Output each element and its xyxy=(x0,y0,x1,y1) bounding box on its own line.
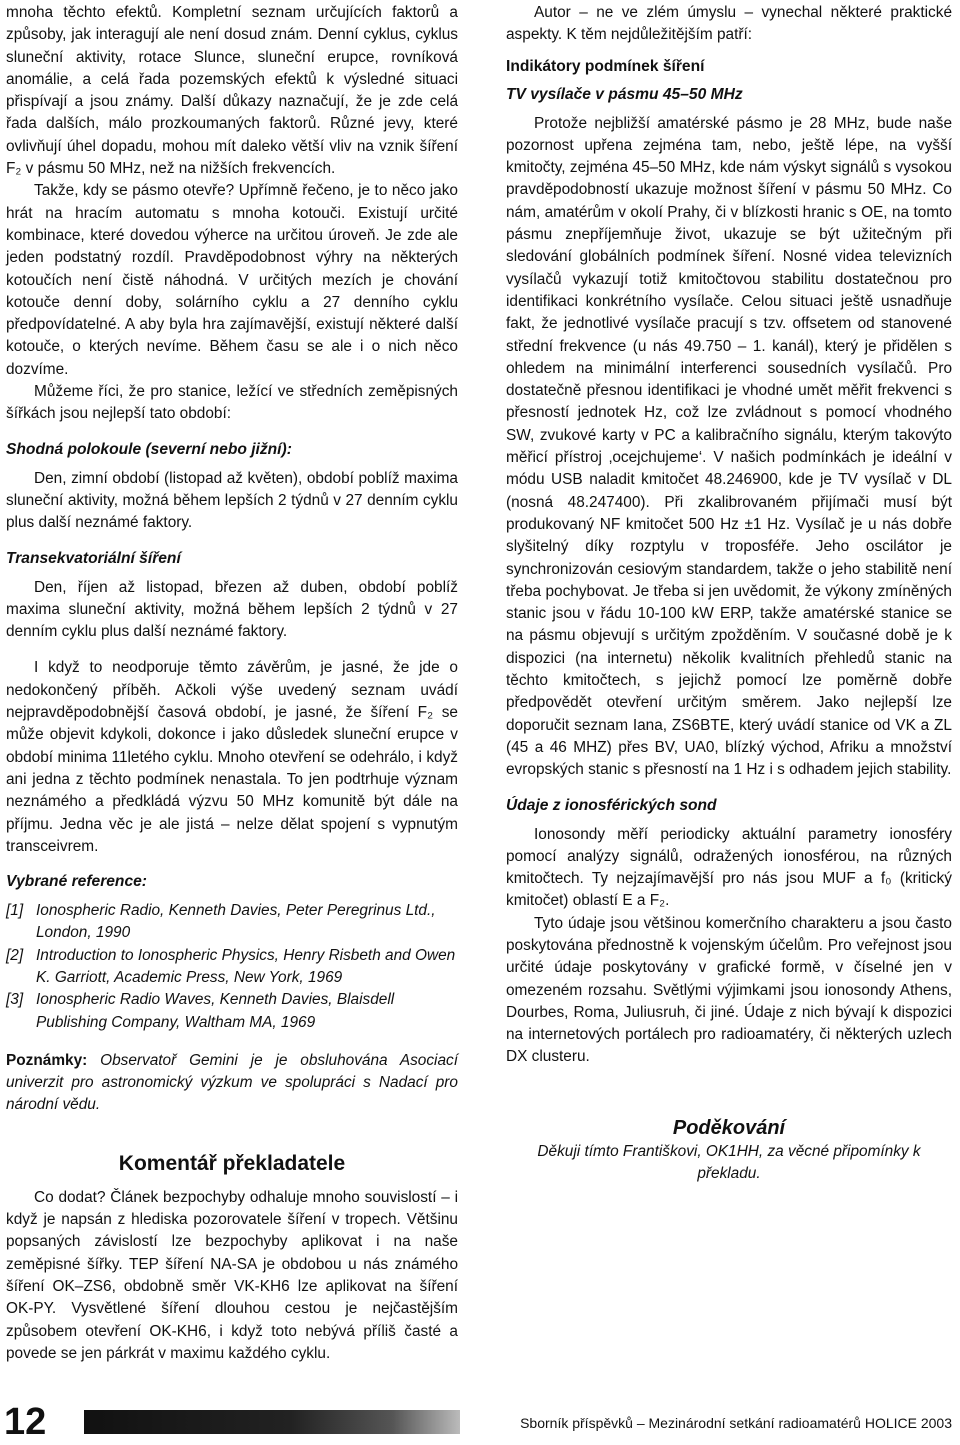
notes-label: Poznámky: xyxy=(6,1051,88,1069)
reference-number: [1] xyxy=(6,902,24,920)
paragraph: Ionosondy měří periodicky aktuální parametry ionosféry pomocí analýzy signálů, odražených ionosférou, na různých kmitočtech. Ty nejzajímavější pro nás jsou MUF a f₀ (kritický kmitočet) oblastí E a F₂. xyxy=(506,825,952,910)
reference-item xyxy=(6,989,458,1034)
reference-number: [2] xyxy=(6,946,24,964)
paragraph: Autor – ne ve zlém úmyslu – vynechal některé praktické aspekty. K těm nejdůležitějším patří: xyxy=(506,4,952,44)
section-heading: Transekvatoriální šíření xyxy=(6,549,181,567)
reference-item xyxy=(6,900,458,945)
page-footer xyxy=(0,1398,960,1445)
paragraph: Den, zimní období (listopad až květen), období poblíž maxima sluneční aktivity, možná během lepších 2 týdnů v 27 denním cyklu plus další neznámé faktory. xyxy=(6,469,458,532)
subsection-heading: Údaje z ionosférických sond xyxy=(506,796,717,814)
reference-text: Ionospheric Radio, Kenneth Davies, Peter Peregrinus Ltd., London, 1990 xyxy=(36,902,436,942)
page-number: 12 xyxy=(4,1401,47,1443)
translator-comment-heading: Komentář překladatele xyxy=(118,1151,346,1175)
publication-title: Sborník příspěvků – Mezinárodní setkání radioamatérů HOLICE 2003 xyxy=(520,1415,952,1431)
paragraph: mnoha těchto efektů. Kompletní seznam určujících faktorů a způsoby, jak interagují ale není dosud znám. Denní cyklus, cyklus sluneční aktivity, rotace Slunce, sluneční erupce, rovníková anomálie, a celá řada pozemských efektů k výsledné situaci přispívají a jsou známy. Další důkazy naznačují, že je zde celá řada dalších, málo prozkoumaných faktorů. Různé jevy, které ovlivňují úhel dopadu, mohou mít daleko větší vliv na vznik šíření F₂ v pásmu 50 MHz, než na nižších frekvencích. xyxy=(6,4,458,178)
left-column xyxy=(6,2,458,1365)
references-list xyxy=(6,900,458,1034)
section-heading: Shodná polokoule (severní nebo jižní): xyxy=(6,440,292,458)
reference-text: Introduction to Ionospheric Physics, Henry Risbeth and Owen K. Garriott, Academic Press, New York, 1969 xyxy=(36,946,456,986)
notes xyxy=(6,1050,458,1117)
paragraph: Den, říjen až listopad, březen až duben, období poblíž maxima sluneční aktivity, možná během lepších 2 týdnů v 27 denním cyklu plus další neznámé faktory. xyxy=(6,578,458,641)
right-column xyxy=(506,2,952,1185)
paragraph: Co dodat? Článek bezpochyby odhaluje mnoho souvislostí – i když je napsán z hlediska pozorovatele šíření v tropech. Většinu popsaných závislostí lze bezpochyby aplikovat i na naše zeměpisné šířky. TEP šíření NA-SA je obdobou u nás známého šíření OK–ZS6, obdobně směr VK-KH6 lze aplikovat na šíření OK-PY. Vysvětlené šíření dlouhou cestou je nejčastějším způsobem otevření OK-KH6, i když toto nebývá příliš časté a povede se jen párkrát v maximu každého cyklu. xyxy=(6,1188,458,1362)
references-heading: Vybrané reference: xyxy=(6,873,147,891)
paragraph: I když to neodporuje těmto závěrům, je jasné, že jde o nedokončený příběh. Ačkoli výše uvedený seznam uvádí nejpravděpodobnější časová období, je jasné, že šíření F₂ se může objevit kdykoli, dokonce i jako důsledek sluneční erupce v období minima 11letého cyklu. Mnoho otevření se odehrálo, i když ani jedna z těchto podmínek nenastala. To jen podtrhuje význam neznámého a předkládá výzvu 50 MHz komunitě být dále na příjmu. Jedna věc je ale jistá – nelze dělat spojení s vypnutým transceivrem. xyxy=(6,659,458,855)
paragraph: Můžeme říci, že pro stanice, ležící ve středních zeměpisných šířkách jsou nejlepší tato období: xyxy=(6,383,458,423)
acknowledgement-title: Poděkování xyxy=(672,1116,786,1139)
subsection-heading: TV vysílače v pásmu 45–50 MHz xyxy=(506,85,743,103)
paragraph: Tyto údaje jsou většinou komerčního charakteru a jsou často poskytována přednostně k vojenským účelům. Pro veřejnost jsou určité údaje poskytovány v grafické formě, v číselné jen v omezeném rozsahu. Světlými výjimkami jsou ionosondy Athens, Dourbes, Roma, Juliusruh, či jiné. Údaje z nich bývají k dispozici na internetových portálech pro radioamatéry, či některých uzlech DX clusteru. xyxy=(506,914,952,1066)
acknowledgement xyxy=(506,1115,952,1186)
footer-decorative-bar xyxy=(84,1410,460,1434)
acknowledgement-text: Děkuji tímto Františkovi, OK1HH, za věcné připomínky k překladu. xyxy=(537,1142,921,1183)
notes-text: Observatoř Gemini je je obsluhována Asociací univerzit pro astronomický výzkum ve spolupráci s Nadací pro národní vědu. xyxy=(6,1051,458,1114)
reference-item xyxy=(6,945,458,990)
section-heading: Indikátory podmínek šíření xyxy=(506,57,705,75)
reference-number: [3] xyxy=(6,991,24,1009)
paragraph: Takže, kdy se pásmo otevře? Upřímně řečeno, je to něco jako hrát na hracím automatu s mnoha kotouči. Existují určité kombinace, které dovedou výherce na určitou úroveň. Je zde ale jeden podstatný rozdíl. Pravděpodobnost výhry na některých kotoučích není čistě náhodná. V určitých mezích je chování kotouče denní doby, solárního cyklu a 27 denního cyklu předpovídatelné. A aby byla hra zajímavější, existují některé další kotouče, o kterých nevíme. Během času se ale i o nich něco dozvíme. xyxy=(6,182,458,378)
reference-text: Ionospheric Radio Waves, Kenneth Davies, Blaisdell Publishing Company, Waltham MA, 1969 xyxy=(36,991,395,1031)
paragraph: Protože nejbližší amatérské pásmo je 28 MHz, bude naše pozornost upřena zejména tam, nebo, ještě lépe, na vyšší kmitočty, zejména 45–50 MHz, kde nám výskyt signálů s vysokou pravděpodobností ukazuje možnost šíření v pásmu 50 MHz. Co nám, amatérům v okolí Prahy, či v blízkosti hranic s OE, na tomto pásmu znepříjemňuje život, ukazuje se být užitečným při sledování globálních podmínek šíření. Nosné videa televizních vysílačů vykazují totiž kmitočtovou stabilitu dostatečnou pro identifikaci konkrétního vysílače. Celou situaci ještě usnadňuje fakt, že jednotlivé vysílače pracují s tzv. offsetem od stanovené střední frekvence (u nás 49.750 – 1. kanál), který je přidělen s ohledem na minimální interferenci sousedních vysílačů. Pro dostatečně přesnou identifikaci je vhodné umět měřit frekvenci s přesností jednotek Hz, což lze zvládnout s pomocí vhodného SW, zvukové karty v PC a kalibračního signálu, kterým takovýto měřicí přístroj ‚ocejchujeme‘. V našich podmínkách je ideální v módu USB naladit kmitočet 48.246900, kde je TV vysílač v DL (nosná 48.247400). Při zkalibrovaném přijímači musí být produkovaný NF kmitočet 500 Hz ±1 Hz. Vysílač je u nás dobře slyšitelný díky rozptylu v troposféře. Jeho oscilátor je synchronizován cesiovým standardem, takže o jeho stabilitě není třeba pochybovat. Je třeba si jen uvědomit, že výkony zmíněných stanic jsou v řádu 10-100 kW ERP, takže amatérské stanice se na pásmu objevují s určitým zpožděním. V současné době je k dispozici (na internetu) několik kvalitních přehledů stanic na těchto kmitočtech, s jejichž pomocí lze poměrně dobře předpovědět otevření určitým směrem. Jako nejlepší lze doporučit seznam Iana, ZS6BTE, který uvádí stanice od VK a ZL (45 a 46 MHZ) přes BV, UA0, blízký východ, Afriku a množství evropských stanic s přesností na 1 Hz i s odhadem jejich stability. xyxy=(506,114,952,779)
